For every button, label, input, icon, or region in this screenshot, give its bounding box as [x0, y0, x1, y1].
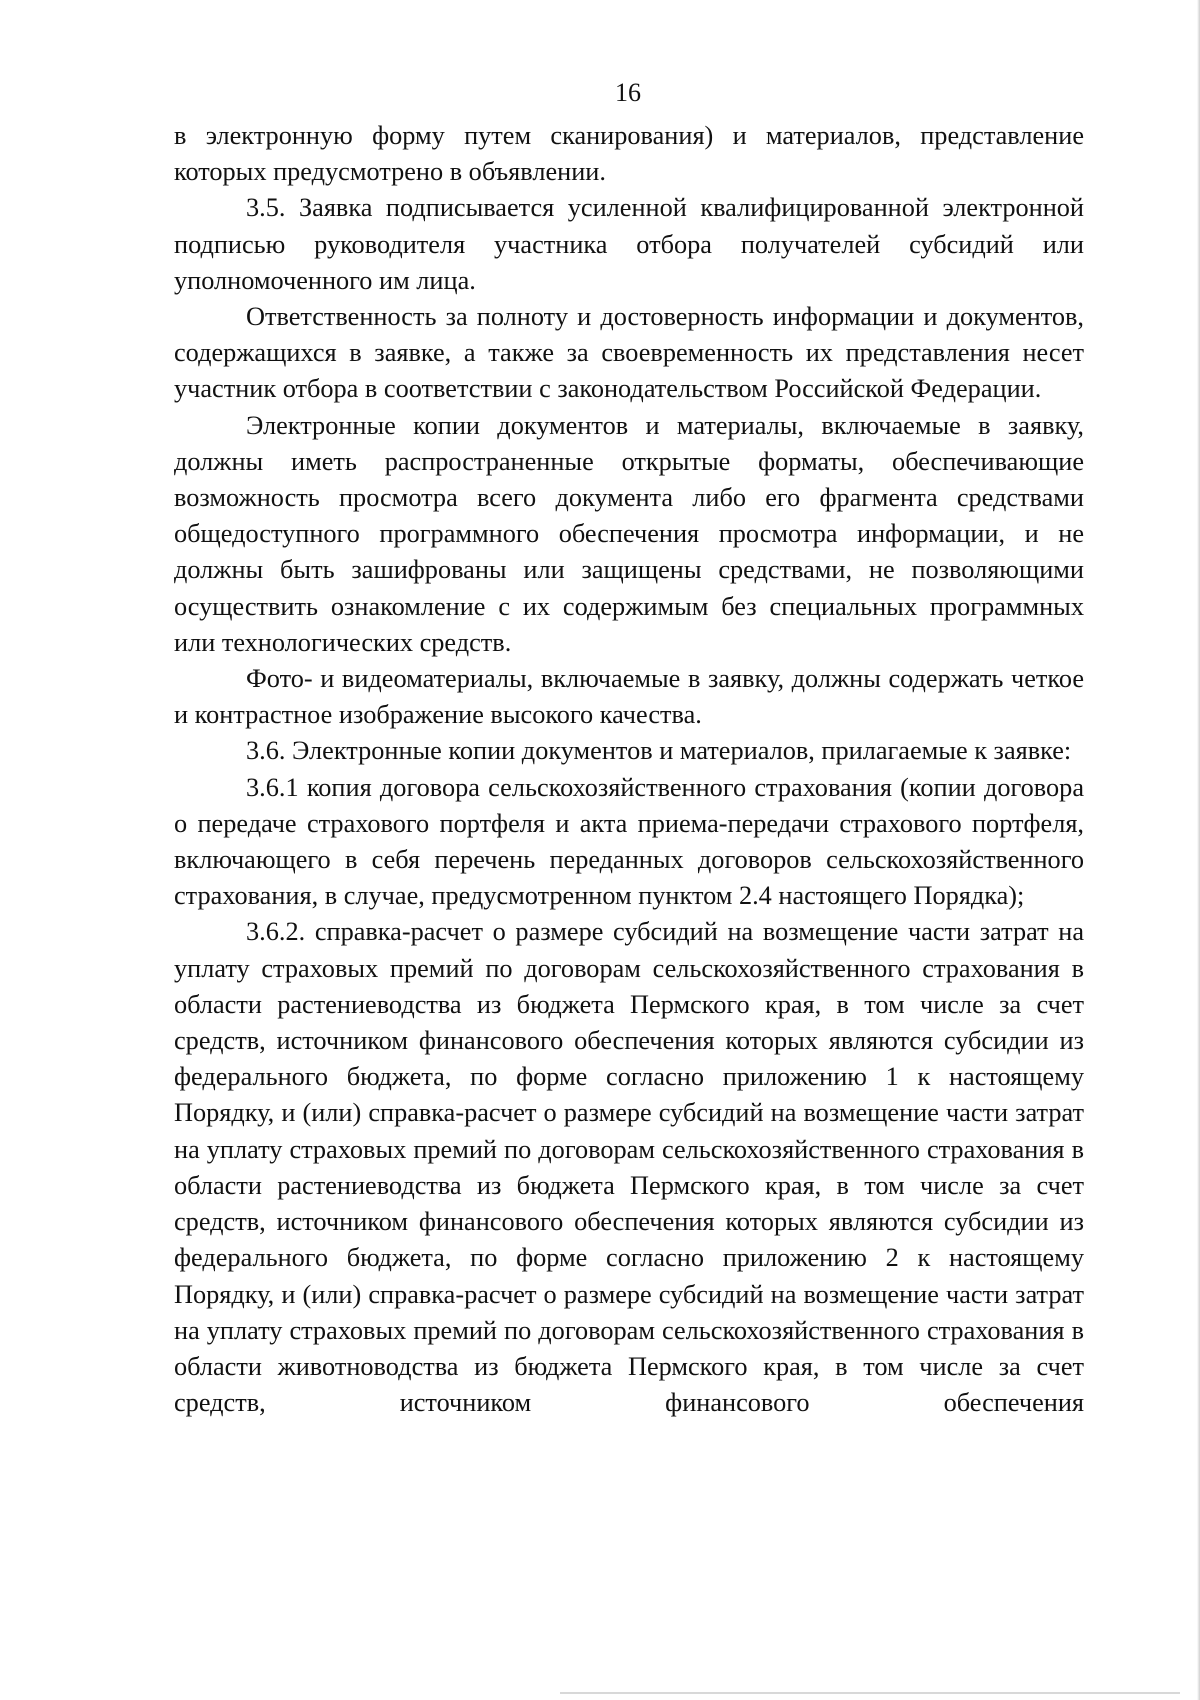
paragraph-3-6-1: 3.6.1 копия договора сельскохозяйственного страхования (копии договора о передаче страхового портфеля и акта приема-передачи страхового портфеля, включающего в себя перечень переданных договоров сельскохозяйственного страхования, в случае, предусмотренном пунктом 2.4 настоящего Порядка);	[174, 772, 1084, 911]
page-number: 16	[615, 78, 641, 107]
paragraph-photo-video: Фото- и видеоматериалы, включаемые в заявку, должны содержать четкое и контрастное изображение высокого качества.	[174, 664, 1084, 730]
paragraph-3-6-2: 3.6.2. справка-расчет о размере субсидий на возмещение части затрат на уплату страховых премий по договорам сельскохозяйственного страхования в области растениеводства из бюджета Пермского края, в том числе за счет средств, источником финансового обеспечения которых являются субсидии из федерального бюджета, по форме согласно приложению 1 к настоящему Порядку, и (или) справка-расчет о размере субсидий на возмещение части затрат на уплату страховых премий по договорам сельскохозяйственного страхования в области растениеводства из бюджета Пермского края, в том числе за счет средств, источником финансового обеспечения которых являются субсидии из федерального бюджета, по форме согласно приложению 2 к настоящему Порядку, и (или) справка-расчет о размере субсидий на возмещение части затрат на уплату страховых премий по договорам сельскохозяйственного страхования в области животноводства из бюджета Пермского края, в том числе за счет средств, источником финансового обеспечения	[174, 917, 1084, 1418]
document-body	[174, 118, 1084, 1421]
paragraph-responsibility: Ответственность за полноту и достоверность информации и документов, содержащихся в заявке, а также за своевременность их представления несет участник отбора в соответствии с законодательством Российской Федерации.	[174, 302, 1084, 404]
paragraph-electronic-copies: Электронные копии документов и материалы, включаемые в заявку, должны иметь распространенные открытые форматы, обеспечивающие возможность просмотра всего документа либо его фрагмента средствами общедоступного программного обеспечения просмотра информации, и не должны быть зашифрованы или защищены средствами, не позволяющими осуществить ознакомление с их содержимым без специальных программных или технологических средств.	[174, 410, 1084, 657]
paragraph-3-6: 3.6. Электронные копии документов и материалов, прилагаемые к заявке:	[246, 736, 1072, 766]
paragraph-3-5: 3.5. Заявка подписывается усиленной квалифицированной электронной подписью руководителя участника отбора получателей субсидий или уполномоченного им лица.	[174, 193, 1084, 295]
paragraph-continuation: в электронную форму путем сканирования) и материалов, представление которых предусмотрено в объявлении.	[174, 121, 1084, 187]
scan-edge-bottom	[560, 1692, 1180, 1694]
